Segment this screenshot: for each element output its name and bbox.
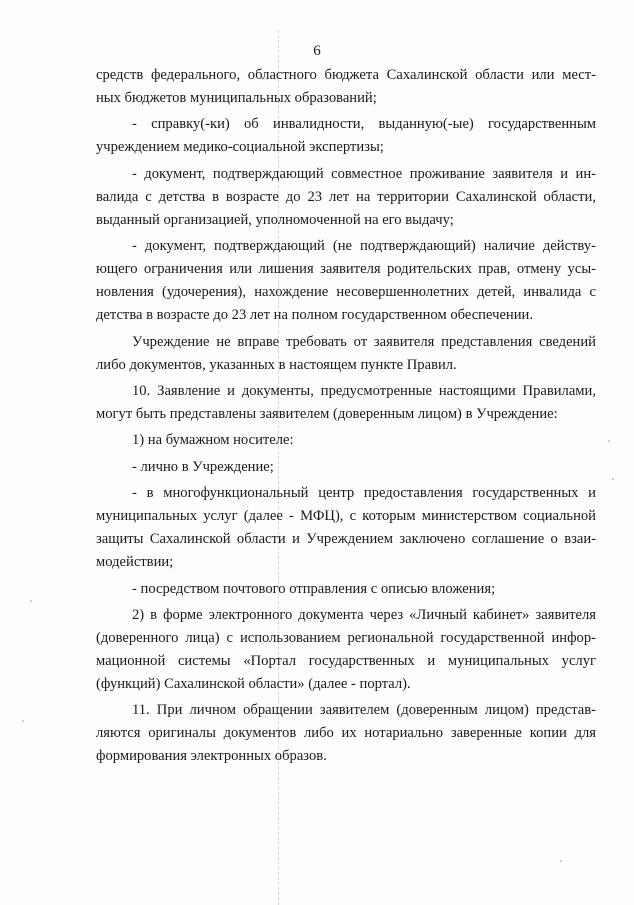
text-line: - документ, подтверждающий совместное проживание заявителя и ин- (132, 165, 596, 182)
text-line: (доверенного лица) с использованием региональной государственной инфор- (96, 629, 596, 646)
text-line: защиты Сахалинской области и Учреждением заключено соглашение о взаи- (96, 531, 596, 548)
text-line: 1) на бумажном носителе: (132, 432, 294, 449)
scan-speck (608, 440, 610, 442)
text-line: ляются оригиналы документов либо их нотариально заверенные копии для (96, 725, 596, 742)
text-line: либо документов, указанных в настоящем пункте Правил. (96, 356, 457, 373)
text-line: 2) в форме электронного документа через «Личный кабинет» заявителя (132, 606, 596, 623)
text-line: (функций) Сахалинской области» (далее - портал). (96, 675, 411, 692)
text-line: детства в возрасте до 23 лет на полном государственном обеспечении. (96, 307, 533, 324)
text-line: 10. Заявление и документы, предусмотренные настоящими Правилами, (132, 382, 596, 399)
scan-speck (22, 720, 24, 722)
text-line: формирования электронных образов. (96, 748, 327, 765)
scan-speck (30, 600, 32, 602)
text-line: модействии; (96, 554, 174, 571)
text-line: средств федерального, областного бюджета Сахалинской области или мест- (96, 67, 596, 83)
text-line: муниципальных услуг (далее - МФЦ), с которым министерством социальной (96, 508, 596, 525)
text-line: выданный организацией, уполномоченной на его выдачу; (96, 211, 454, 228)
text-line: учреждением медико-социальной экспертизы; (96, 139, 384, 156)
text-line: ющего ограничения или лишения заявителя родительских прав, отмену усы- (96, 261, 596, 278)
text-line: мационной системы «Портал государственных и муниципальных услуг (96, 652, 596, 669)
text-line: - в многофункциональный центр предоставления государственных и (132, 485, 596, 502)
text-line: новления (удочерения), нахождение несовершеннолетних детей, инвалида с (96, 284, 596, 301)
text-line: валида с детства в возрасте до 23 лет на территории Сахалинской области, (96, 188, 596, 205)
page-number: 6 (313, 43, 321, 59)
scan-speck (612, 478, 614, 480)
text-line: 11. При личном обращении заявителем (доверенным лицом) представ- (132, 702, 596, 719)
scan-speck (560, 860, 562, 862)
text-line: могут быть представлены заявителем (доверенным лицом) в Учреждение: (96, 405, 558, 422)
text-line: - справку(-ки) об инвалидности, выданную(-ые) государственным (132, 116, 596, 133)
text-line: - посредством почтового отправления с описью вложения; (132, 580, 496, 597)
document-body (96, 64, 596, 768)
text-line: Учреждение не вправе требовать от заявителя представления сведений (132, 333, 596, 350)
text-line: - документ, подтверждающий (не подтверждающий) наличие действу- (132, 238, 596, 255)
text-line: ных бюджетов муниципальных образований; (96, 90, 377, 106)
text-line: - лично в Учреждение; (132, 458, 274, 475)
